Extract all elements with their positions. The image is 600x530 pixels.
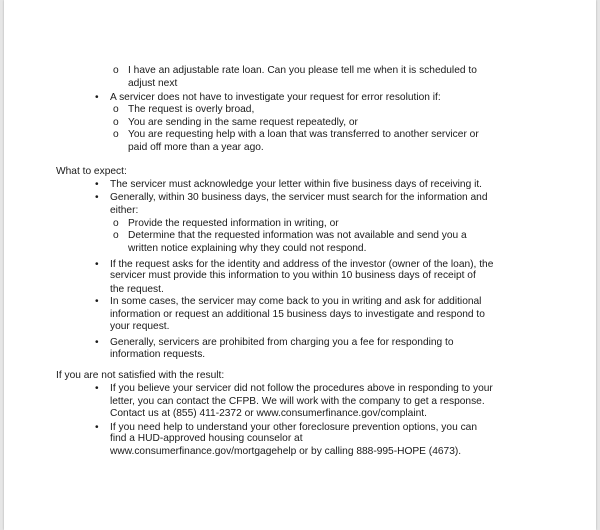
bullet-marker: • bbox=[95, 337, 99, 348]
list-item-text-line: The request is overly broad, bbox=[128, 104, 255, 115]
bullet-marker: • bbox=[95, 259, 99, 270]
sub-bullet-marker: o bbox=[113, 65, 119, 76]
list-item-text-line: If you believe your servicer did not follow the procedures above in responding to your bbox=[110, 383, 493, 394]
list-item-text-line: your request. bbox=[110, 321, 170, 332]
list-item-text-line: If the request asks for the identity and address of the investor (owner of the loan), the bbox=[110, 259, 494, 270]
sub-bullet-marker: o bbox=[113, 104, 119, 115]
sub-bullet-marker: o bbox=[113, 230, 119, 241]
list-item-text-line: find a HUD-approved housing counselor at bbox=[110, 433, 303, 444]
list-item-text-line: Determine that the requested information was not available and send you a bbox=[128, 230, 467, 241]
list-item-text-line: I have an adjustable rate loan. Can you please tell me when it is scheduled to bbox=[128, 65, 477, 76]
list-item-text-line: In some cases, the servicer may come back to you in writing and ask for additional bbox=[110, 296, 482, 307]
bullet-marker: • bbox=[95, 192, 99, 203]
bullet-marker: • bbox=[95, 422, 99, 433]
sub-bullet-marker: o bbox=[113, 129, 119, 140]
list-item-text-line: Contact us at (855) 411-2372 or www.consumerfinance.gov/complaint. bbox=[110, 408, 427, 419]
list-item-text-line: written notice explaining why they could not respond. bbox=[128, 243, 367, 254]
list-item-text-line: letter, you can contact the CFPB. We will work with the company to get a response. bbox=[110, 396, 485, 407]
list-item-text-line: information requests. bbox=[110, 349, 206, 360]
list-item-text-line: You are requesting help with a loan that was transferred to another servicer or bbox=[128, 129, 479, 140]
bullet-marker: • bbox=[95, 383, 99, 394]
list-item-text-line: adjust next bbox=[128, 78, 178, 89]
list-item-text-line: The servicer must acknowledge your letter within five business days of receiving it. bbox=[110, 179, 483, 190]
list-item-text-line: information or request an additional 15 business days to investigate and respond to bbox=[110, 309, 485, 320]
list-item-text-line: Provide the requested information in writing, or bbox=[128, 218, 339, 229]
section-heading: If you are not satisfied with the result: bbox=[56, 370, 225, 381]
bullet-marker: • bbox=[95, 179, 99, 190]
section-heading: What to expect: bbox=[56, 166, 127, 177]
list-item-text-line: paid off more than a year ago. bbox=[128, 142, 264, 153]
list-item-text-line: Generally, servicers are prohibited from charging you a fee for responding to bbox=[110, 337, 454, 348]
list-item-text-line: You are sending in the same request repeatedly, or bbox=[128, 117, 358, 128]
list-item-text-line: either: bbox=[110, 205, 139, 216]
list-item-text-line: the request. bbox=[110, 284, 164, 295]
list-item-text-line: servicer must provide this information to you within 10 business days of receipt of bbox=[110, 270, 476, 281]
list-item-text-line: www.consumerfinance.gov/mortgagehelp or by calling 888-995-HOPE (4673). bbox=[110, 446, 462, 457]
bullet-marker: • bbox=[95, 296, 99, 307]
sub-bullet-marker: o bbox=[113, 117, 119, 128]
sub-bullet-marker: o bbox=[113, 218, 119, 229]
document-page bbox=[4, 0, 596, 530]
list-item-text-line: If you need help to understand your other foreclosure prevention options, you can bbox=[110, 422, 477, 433]
bullet-marker: • bbox=[95, 92, 99, 103]
list-item-text-line: Generally, within 30 business days, the servicer must search for the information and bbox=[110, 192, 488, 203]
list-item-text-line: A servicer does not have to investigate your request for error resolution if: bbox=[110, 92, 441, 103]
